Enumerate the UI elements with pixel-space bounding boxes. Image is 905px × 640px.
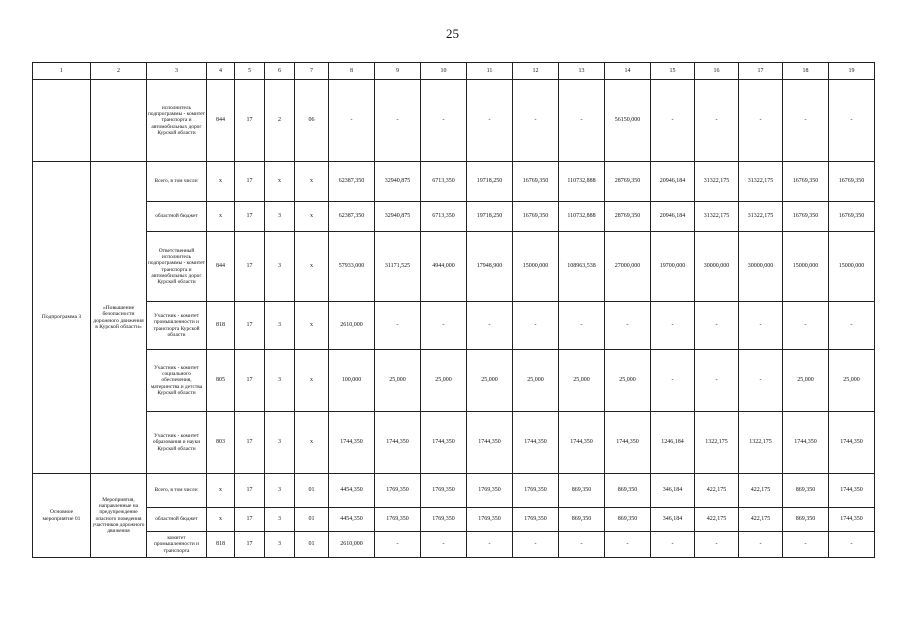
value-cell: 17948,900 xyxy=(467,232,513,302)
value-cell: 869,350 xyxy=(783,508,829,532)
measure-title: Мероприятия, направленные на предупреждение опасного поведения участников дорожного движения xyxy=(91,474,147,558)
value-cell: 869,350 xyxy=(605,474,651,508)
value-cell: 869,350 xyxy=(605,508,651,532)
value-cell: 25,000 xyxy=(513,350,559,412)
value-cell: - xyxy=(783,532,829,558)
value-cell: 30000,000 xyxy=(695,232,739,302)
code-cell: 01 xyxy=(295,474,329,508)
value-cell: - xyxy=(651,532,695,558)
code-cell: 3 xyxy=(265,232,295,302)
column-header: 17 xyxy=(739,63,783,80)
column-header: 18 xyxy=(783,63,829,80)
value-cell: 25,000 xyxy=(559,350,605,412)
table-row xyxy=(33,350,875,412)
value-cell: 869,350 xyxy=(559,508,605,532)
value-cell: - xyxy=(783,302,829,350)
empty-cell xyxy=(33,80,91,162)
value-cell: 1744,350 xyxy=(513,412,559,474)
code-cell: 3 xyxy=(265,532,295,558)
value-cell: - xyxy=(467,302,513,350)
code-cell: 17 xyxy=(235,350,265,412)
value-cell: 16769,350 xyxy=(829,162,875,202)
executor-cell: комитет промышленности и транспорта xyxy=(147,532,207,558)
column-header: 6 xyxy=(265,63,295,80)
value-cell: 1744,350 xyxy=(829,412,875,474)
value-cell: - xyxy=(421,80,467,162)
value-cell: - xyxy=(829,302,875,350)
value-cell: 15000,000 xyxy=(513,232,559,302)
value-cell: 1744,350 xyxy=(829,474,875,508)
table-header-row xyxy=(33,63,875,80)
value-cell: - xyxy=(695,302,739,350)
column-header: 16 xyxy=(695,63,739,80)
value-cell: - xyxy=(513,302,559,350)
value-cell: - xyxy=(651,350,695,412)
value-cell: 869,350 xyxy=(783,474,829,508)
value-cell: - xyxy=(783,80,829,162)
value-cell: - xyxy=(695,80,739,162)
code-cell: 805 xyxy=(207,350,235,412)
code-cell: 3 xyxy=(265,412,295,474)
column-header: 12 xyxy=(513,63,559,80)
value-cell: 57933,000 xyxy=(329,232,375,302)
value-cell: - xyxy=(559,532,605,558)
value-cell: 20946,184 xyxy=(651,162,695,202)
table-row xyxy=(33,474,875,508)
value-cell: - xyxy=(695,532,739,558)
value-cell: 16769,350 xyxy=(513,202,559,232)
column-header: 15 xyxy=(651,63,695,80)
value-cell: 1322,175 xyxy=(695,412,739,474)
value-cell: 6713,350 xyxy=(421,162,467,202)
value-cell: 16769,350 xyxy=(513,162,559,202)
value-cell: - xyxy=(695,350,739,412)
value-cell: 2610,000 xyxy=(329,302,375,350)
executor-cell: Участник - комитет образования и науки Курской области xyxy=(147,412,207,474)
value-cell: 1769,350 xyxy=(421,474,467,508)
code-cell: 17 xyxy=(235,232,265,302)
table-row xyxy=(33,80,875,162)
executor-cell: Всего, в том числе: xyxy=(147,474,207,508)
measure-name: Основное мероприятие 01 xyxy=(33,474,91,558)
value-cell: - xyxy=(513,80,559,162)
column-header: 13 xyxy=(559,63,605,80)
value-cell: 110732,888 xyxy=(559,202,605,232)
code-cell: 2 xyxy=(265,80,295,162)
value-cell: 32940,875 xyxy=(375,202,421,232)
value-cell: 1769,350 xyxy=(513,508,559,532)
value-cell: 25,000 xyxy=(421,350,467,412)
value-cell: - xyxy=(829,532,875,558)
value-cell: 108963,538 xyxy=(559,232,605,302)
value-cell: 4454,350 xyxy=(329,508,375,532)
value-cell: 20946,184 xyxy=(651,202,695,232)
column-header: 9 xyxy=(375,63,421,80)
value-cell: 4944,000 xyxy=(421,232,467,302)
value-cell: 1322,175 xyxy=(739,412,783,474)
value-cell: 31322,175 xyxy=(695,202,739,232)
table-row xyxy=(33,302,875,350)
executor-cell: Всего, в том числе: xyxy=(147,162,207,202)
value-cell: 1769,350 xyxy=(467,474,513,508)
value-cell: 1744,350 xyxy=(559,412,605,474)
value-cell: - xyxy=(375,532,421,558)
code-cell: 17 xyxy=(235,508,265,532)
code-cell: 3 xyxy=(265,474,295,508)
subprogram-name: Подпрограмма 3 xyxy=(33,162,91,474)
value-cell: 1744,350 xyxy=(605,412,651,474)
value-cell: - xyxy=(829,80,875,162)
code-cell: 17 xyxy=(235,532,265,558)
column-header: 8 xyxy=(329,63,375,80)
subprogram-title: «Повышение безопасности дорожного движения в Курской области» xyxy=(91,162,147,474)
value-cell: 1769,350 xyxy=(513,474,559,508)
value-cell: 28769,350 xyxy=(605,162,651,202)
value-cell: - xyxy=(421,532,467,558)
value-cell: 1744,350 xyxy=(329,412,375,474)
code-cell: 3 xyxy=(265,508,295,532)
value-cell: 56150,000 xyxy=(605,80,651,162)
value-cell: - xyxy=(467,80,513,162)
code-cell: 17 xyxy=(235,302,265,350)
value-cell: - xyxy=(559,302,605,350)
value-cell: 1744,350 xyxy=(421,412,467,474)
value-cell: - xyxy=(605,532,651,558)
value-cell: 62387,350 xyxy=(329,202,375,232)
column-header: 10 xyxy=(421,63,467,80)
code-cell: 844 xyxy=(207,232,235,302)
code-cell: х xyxy=(295,202,329,232)
value-cell: 1769,350 xyxy=(467,508,513,532)
value-cell: 25,000 xyxy=(783,350,829,412)
executor-cell: исполнитель подпрограммы - комитет транспорта и автомобильных дорог Курской области xyxy=(147,80,207,162)
page-number: 25 xyxy=(446,26,459,41)
table-row xyxy=(33,508,875,532)
value-cell: 32940,875 xyxy=(375,162,421,202)
column-header: 4 xyxy=(207,63,235,80)
value-cell: 19700,000 xyxy=(651,232,695,302)
value-cell: - xyxy=(651,302,695,350)
value-cell: 28769,350 xyxy=(605,202,651,232)
value-cell: 15000,000 xyxy=(829,232,875,302)
value-cell: 869,350 xyxy=(559,474,605,508)
value-cell: 25,000 xyxy=(829,350,875,412)
value-cell: 1744,350 xyxy=(375,412,421,474)
value-cell: 19718,250 xyxy=(467,202,513,232)
value-cell: - xyxy=(329,80,375,162)
code-cell: х xyxy=(265,162,295,202)
value-cell: - xyxy=(467,532,513,558)
code-cell: 17 xyxy=(235,474,265,508)
value-cell: 4454,350 xyxy=(329,474,375,508)
code-cell: х xyxy=(295,232,329,302)
executor-cell: областной бюджет xyxy=(147,508,207,532)
value-cell: 1769,350 xyxy=(421,508,467,532)
value-cell: 346,184 xyxy=(651,508,695,532)
value-cell: 16769,350 xyxy=(783,162,829,202)
code-cell: 01 xyxy=(295,532,329,558)
column-header: 1 xyxy=(33,63,91,80)
value-cell: 422,175 xyxy=(695,508,739,532)
value-cell: 62387,350 xyxy=(329,162,375,202)
value-cell: 15000,000 xyxy=(783,232,829,302)
table-row xyxy=(33,412,875,474)
value-cell: - xyxy=(651,80,695,162)
value-cell: 16769,350 xyxy=(829,202,875,232)
column-header: 3 xyxy=(147,63,207,80)
empty-cell xyxy=(91,80,147,162)
value-cell: 422,175 xyxy=(739,474,783,508)
code-cell: 818 xyxy=(207,302,235,350)
value-cell: 1246,184 xyxy=(651,412,695,474)
value-cell: - xyxy=(513,532,559,558)
code-cell: 3 xyxy=(265,350,295,412)
column-header: 2 xyxy=(91,63,147,80)
budget-table xyxy=(32,62,875,558)
value-cell: 2610,000 xyxy=(329,532,375,558)
value-cell: 31171,525 xyxy=(375,232,421,302)
code-cell: 06 xyxy=(295,80,329,162)
value-cell: 1744,350 xyxy=(829,508,875,532)
value-cell: - xyxy=(375,302,421,350)
column-header: 14 xyxy=(605,63,651,80)
column-header: 19 xyxy=(829,63,875,80)
value-cell: 25,000 xyxy=(467,350,513,412)
value-cell: 346,184 xyxy=(651,474,695,508)
code-cell: 17 xyxy=(235,162,265,202)
code-cell: 844 xyxy=(207,80,235,162)
code-cell: 17 xyxy=(235,202,265,232)
value-cell: 31322,175 xyxy=(739,162,783,202)
code-cell: х xyxy=(207,202,235,232)
value-cell: 1769,350 xyxy=(375,474,421,508)
column-header: 11 xyxy=(467,63,513,80)
table-row xyxy=(33,162,875,202)
executor-cell: Участник - комитет промышленности и транспорта Курской области xyxy=(147,302,207,350)
value-cell: - xyxy=(739,532,783,558)
value-cell: 31322,175 xyxy=(739,202,783,232)
value-cell: 6713,350 xyxy=(421,202,467,232)
value-cell: - xyxy=(739,302,783,350)
value-cell: 19718,250 xyxy=(467,162,513,202)
value-cell: 30000,000 xyxy=(739,232,783,302)
code-cell: х xyxy=(207,162,235,202)
code-cell: х xyxy=(295,162,329,202)
value-cell: 1769,350 xyxy=(375,508,421,532)
executor-cell: областной бюджет xyxy=(147,202,207,232)
code-cell: 3 xyxy=(265,202,295,232)
value-cell: - xyxy=(375,80,421,162)
code-cell: х xyxy=(295,302,329,350)
value-cell: - xyxy=(739,350,783,412)
code-cell: 17 xyxy=(235,412,265,474)
column-header: 5 xyxy=(235,63,265,80)
value-cell: 100,000 xyxy=(329,350,375,412)
code-cell: х xyxy=(295,350,329,412)
code-cell: 01 xyxy=(295,508,329,532)
code-cell: х xyxy=(295,412,329,474)
value-cell: 31322,175 xyxy=(695,162,739,202)
value-cell: 25,000 xyxy=(605,350,651,412)
value-cell: 422,175 xyxy=(739,508,783,532)
value-cell: - xyxy=(605,302,651,350)
value-cell: 25,000 xyxy=(375,350,421,412)
executor-cell: Ответственный исполнитель подпрограммы - комитет транспорта и автомобильных дорог Курской области xyxy=(147,232,207,302)
code-cell: х xyxy=(207,474,235,508)
column-header: 7 xyxy=(295,63,329,80)
value-cell: 110732,888 xyxy=(559,162,605,202)
value-cell: 1744,350 xyxy=(467,412,513,474)
table-row xyxy=(33,232,875,302)
code-cell: 803 xyxy=(207,412,235,474)
code-cell: х xyxy=(207,508,235,532)
table-row xyxy=(33,532,875,558)
value-cell: 16769,350 xyxy=(783,202,829,232)
value-cell: - xyxy=(739,80,783,162)
value-cell: 1744,350 xyxy=(783,412,829,474)
table-row xyxy=(33,202,875,232)
code-cell: 818 xyxy=(207,532,235,558)
value-cell: - xyxy=(421,302,467,350)
value-cell: 27000,000 xyxy=(605,232,651,302)
code-cell: 3 xyxy=(265,302,295,350)
value-cell: - xyxy=(559,80,605,162)
value-cell: 422,175 xyxy=(695,474,739,508)
executor-cell: Участник - комитет социального обеспечения, материнства и детства Курской области xyxy=(147,350,207,412)
code-cell: 17 xyxy=(235,80,265,162)
